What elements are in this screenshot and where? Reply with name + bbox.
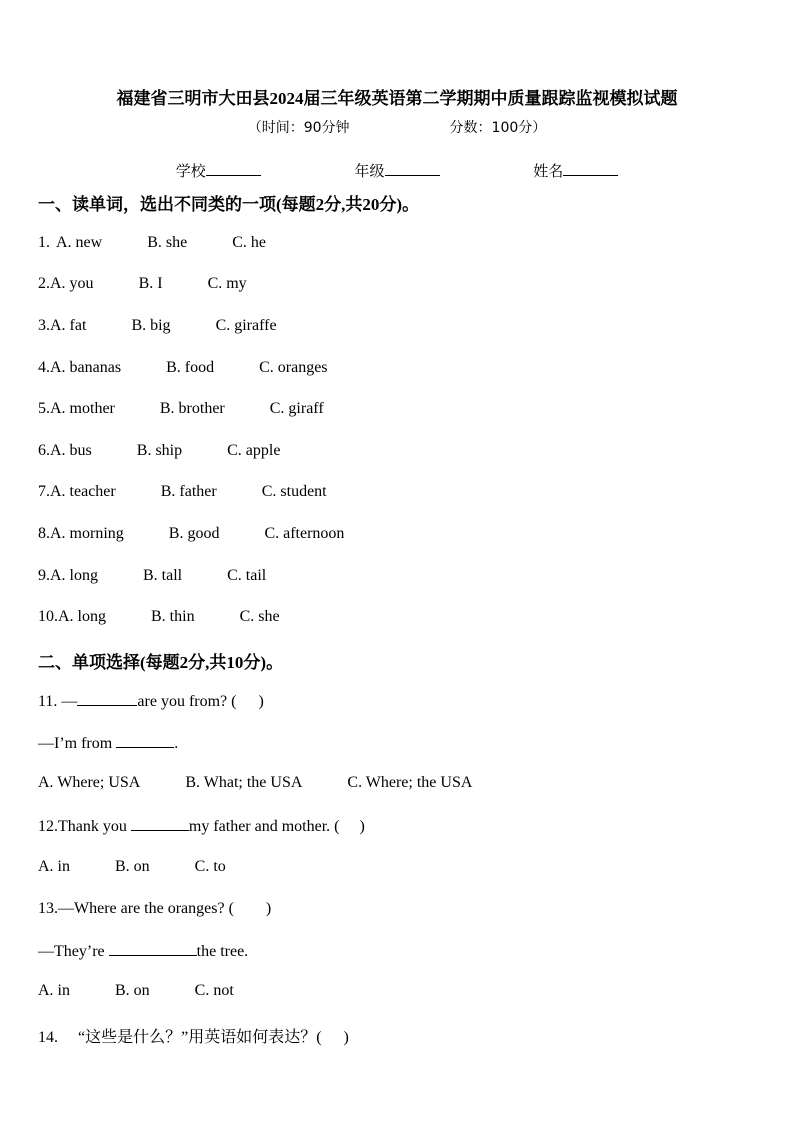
option-b[interactable]: B. on xyxy=(115,858,150,875)
question-9 xyxy=(38,567,266,585)
option-c[interactable]: C. she xyxy=(239,608,280,625)
question-7 xyxy=(38,483,327,501)
question-close: ) xyxy=(265,900,272,917)
option-b[interactable]: B. thin xyxy=(151,608,195,625)
school-field[interactable] xyxy=(176,160,261,181)
grade-label: 年级 xyxy=(354,164,385,180)
exam-score: 分数：100分） xyxy=(449,120,547,136)
option-a[interactable]: A. long xyxy=(50,567,98,584)
question-1 xyxy=(38,234,266,252)
exam-meta xyxy=(0,117,794,137)
option-c[interactable]: C. student xyxy=(261,483,327,500)
student-info-row xyxy=(0,160,794,181)
page-title: 福建省三明市大田县2024届三年级英语第二学期期中质量跟踪监视模拟试题 xyxy=(116,89,678,108)
option-c[interactable]: C. to xyxy=(194,858,226,875)
question-3 xyxy=(38,317,277,335)
question-number: 2. xyxy=(38,275,50,292)
school-blank[interactable] xyxy=(206,161,261,176)
option-c[interactable]: C. giraffe xyxy=(215,317,277,334)
option-a[interactable]: A. bananas xyxy=(50,359,122,376)
question-8 xyxy=(38,525,344,543)
reply-prefix: —I’m from xyxy=(38,735,113,752)
grade-field[interactable] xyxy=(354,160,439,181)
question-13-reply xyxy=(38,941,248,961)
option-b[interactable]: B. brother xyxy=(159,400,225,417)
question-10 xyxy=(38,608,280,626)
question-number: 3. xyxy=(38,317,50,334)
option-a[interactable]: A. bus xyxy=(50,442,92,459)
question-close: ) xyxy=(359,818,365,835)
option-a[interactable]: A. morning xyxy=(50,525,124,542)
option-a[interactable]: A. teacher xyxy=(50,483,116,500)
option-b[interactable]: B. What; the USA xyxy=(185,774,303,791)
option-b[interactable]: B. big xyxy=(131,317,171,334)
reply-prefix: —They’re xyxy=(38,943,105,960)
option-a[interactable]: A. mother xyxy=(50,400,115,417)
question-prefix: 14. xyxy=(38,1029,58,1046)
section-2-heading: 二、单项选择(每题2分,共10分)。 xyxy=(38,653,284,672)
option-c[interactable]: C. apple xyxy=(227,442,281,459)
option-c[interactable]: C. giraff xyxy=(269,400,324,417)
option-b[interactable]: B. ship xyxy=(136,442,183,459)
question-number: 10. xyxy=(38,608,58,625)
question-2 xyxy=(38,275,247,293)
option-a[interactable]: A. in xyxy=(38,858,70,875)
reply-suffix: . xyxy=(174,735,179,752)
answer-paren[interactable] xyxy=(236,692,258,706)
question-5 xyxy=(38,400,324,418)
question-close: ) xyxy=(343,1029,349,1046)
question-number: 4. xyxy=(38,359,50,376)
answer-blank[interactable] xyxy=(116,733,174,748)
question-13 xyxy=(38,899,271,918)
option-a[interactable]: A. Where; USA xyxy=(38,774,141,791)
option-a[interactable]: A. long xyxy=(58,608,106,625)
question-number: 1. xyxy=(38,234,50,251)
question-number: 7. xyxy=(38,483,50,500)
option-a[interactable]: A. you xyxy=(50,275,94,292)
option-c[interactable]: C. tail xyxy=(227,567,267,584)
question-number: 9. xyxy=(38,567,50,584)
name-field[interactable] xyxy=(533,160,618,181)
answer-blank[interactable] xyxy=(109,941,197,956)
question-text: 13.—Where are the oranges? ( xyxy=(38,900,234,917)
question-11-reply xyxy=(38,733,178,753)
answer-paren[interactable] xyxy=(234,899,266,913)
question-6 xyxy=(38,442,280,460)
question-4 xyxy=(38,359,328,377)
option-c[interactable]: C. oranges xyxy=(259,359,328,376)
question-prefix: 11. — xyxy=(38,693,78,710)
question-close: ) xyxy=(258,693,264,710)
option-a[interactable]: A. new xyxy=(56,234,103,251)
exam-time: （时间：90分钟 xyxy=(247,120,350,136)
option-c[interactable]: C. my xyxy=(207,275,247,292)
option-c[interactable]: C. he xyxy=(232,234,266,251)
option-b[interactable]: B. she xyxy=(147,234,188,251)
school-label: 学校 xyxy=(175,164,206,180)
option-c[interactable]: C. not xyxy=(194,982,234,999)
question-text: are you from? ( xyxy=(137,693,237,710)
option-c[interactable]: C. Where; the USA xyxy=(347,774,473,791)
question-12 xyxy=(38,816,365,836)
answer-blank[interactable] xyxy=(131,816,189,831)
question-number: 8. xyxy=(38,525,50,542)
answer-paren[interactable] xyxy=(340,817,360,831)
question-number: 5. xyxy=(38,400,50,417)
option-b[interactable]: B. father xyxy=(160,483,217,500)
answer-paren[interactable] xyxy=(322,1028,344,1042)
question-number: 6. xyxy=(38,442,50,459)
question-14 xyxy=(38,1024,349,1047)
section-1-heading: 一、读单词，选出不同类的一项(每题2分,共20分)。 xyxy=(38,195,420,214)
answer-blank[interactable] xyxy=(77,691,137,706)
option-b[interactable]: B. food xyxy=(166,359,215,376)
grade-blank[interactable] xyxy=(385,161,440,176)
name-blank[interactable] xyxy=(563,161,618,176)
option-b[interactable]: B. I xyxy=(138,275,163,292)
option-b[interactable]: B. tall xyxy=(143,567,183,584)
question-12-options xyxy=(38,858,226,876)
option-a[interactable]: A. fat xyxy=(50,317,87,334)
question-11 xyxy=(38,691,264,711)
question-prefix: 12.Thank you xyxy=(38,818,127,835)
question-13-options xyxy=(38,982,234,1000)
reply-suffix: the tree. xyxy=(196,943,249,960)
question-11-options xyxy=(38,774,472,792)
option-c[interactable]: C. afternoon xyxy=(264,525,345,542)
option-a[interactable]: A. in xyxy=(38,982,70,999)
option-b[interactable]: B. on xyxy=(115,982,150,999)
question-text: my father and mother. ( xyxy=(188,818,340,835)
name-label: 姓名 xyxy=(533,164,564,180)
option-b[interactable]: B. good xyxy=(168,525,220,542)
question-text: “这些是什么？”用英语如何表达？( xyxy=(78,1029,322,1046)
